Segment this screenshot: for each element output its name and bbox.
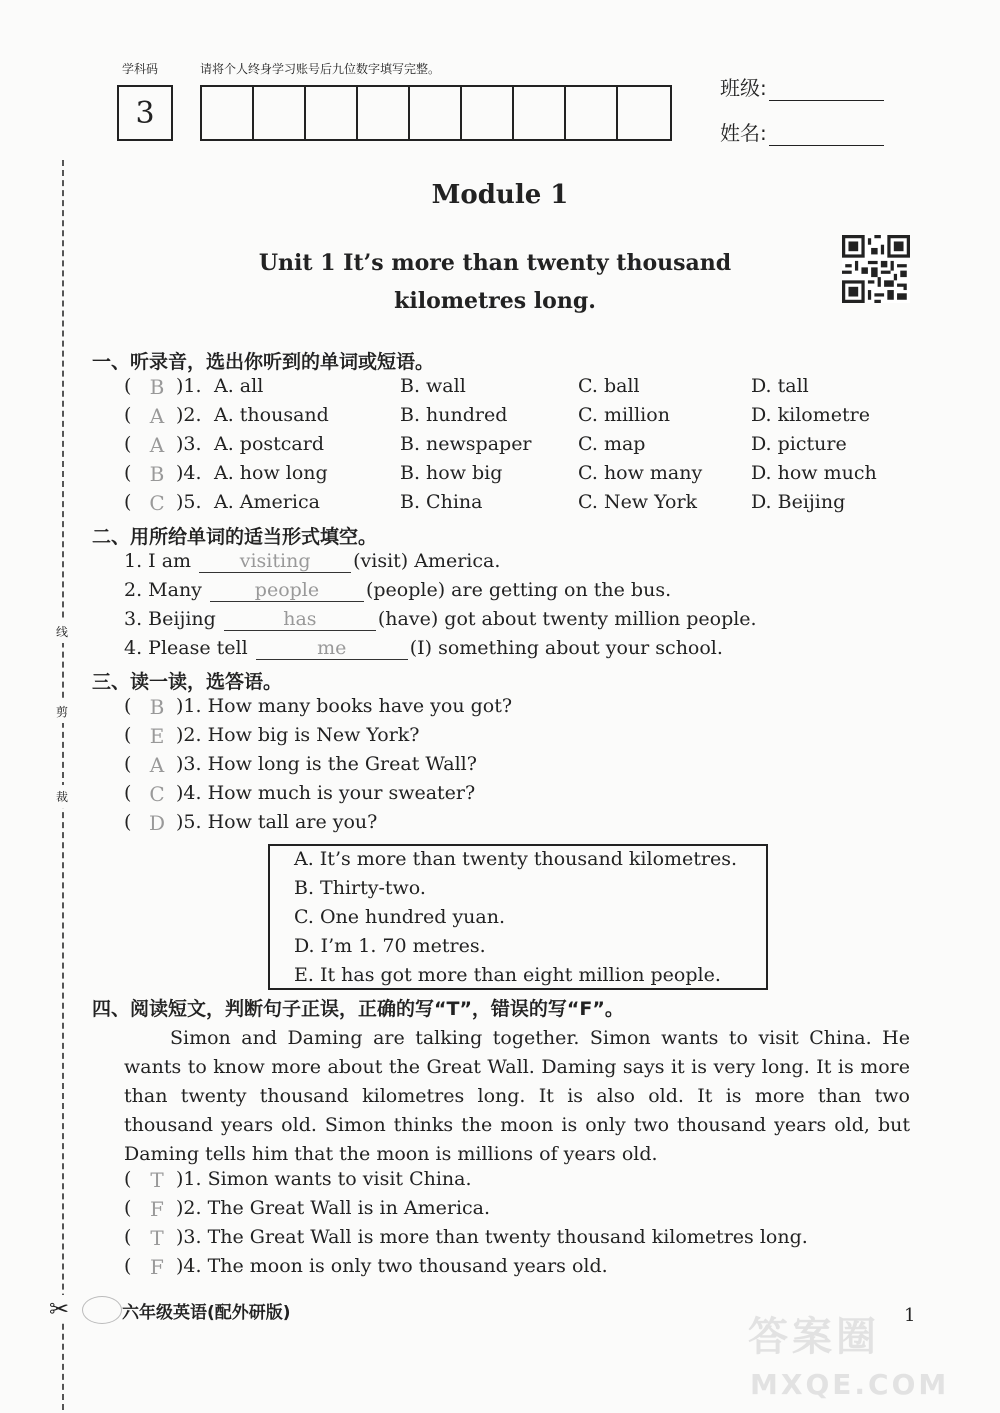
answer-blank[interactable]: T [150,1168,164,1192]
listening-item [124,404,924,432]
paren-open: ( [124,782,132,804]
account-digit-box[interactable] [462,87,514,139]
answer-option: D. I’m 1. 70 metres. [294,935,486,957]
paren-open: ( [124,1226,132,1248]
answer-blank[interactable]: E [149,724,165,748]
item-number: )5. [176,491,202,513]
paren-open: ( [124,404,132,426]
name-field [720,117,884,146]
option-d: D. Beijing [751,491,846,513]
item-number: )2. [176,404,202,426]
true-false-item [124,1197,924,1225]
unit-title-line2: kilometres long. [394,288,596,314]
fill-suffix: (I) something about your school. [409,637,723,659]
paren-open: ( [124,462,132,484]
option-b: B. China [400,491,483,513]
account-digit-box[interactable] [202,87,254,139]
account-digit-box[interactable] [566,87,618,139]
answer-option: A. It’s more than twenty thousand kilometres. [294,848,738,870]
class-input-line[interactable] [769,82,884,101]
answer-blank[interactable]: A [149,404,165,428]
cut-line-char: 剪 [52,700,72,723]
statement-text: )2. The Great Wall is in America. [176,1197,491,1219]
matching-item [124,811,924,839]
option-a: A. postcard [214,433,325,455]
answer-blank[interactable]: F [150,1255,164,1279]
answer-blank[interactable]: A [149,433,165,457]
question-text: )3. How long is the Great Wall? [176,753,477,775]
listening-item [124,433,924,461]
reading-passage: Simon and Daming are talking together. Simon wants to visit China. He wants to know more about the Great Wall. Daming says it is very long. It is more than twenty thousand kilometres long. It is also old. It is more than two thousand years old. Simon thinks the moon is only two thousand years old, but Daming tells him that the moon is millions of years old. [124,1027,910,1165]
qr-code-icon[interactable] [842,235,910,303]
answer-blank[interactable]: F [150,1197,164,1221]
cut-line-char: 线 [52,620,72,643]
statement-text: )3. The Great Wall is more than twenty thousand kilometres long. [176,1226,808,1248]
paren-open: ( [124,695,132,717]
listening-item [124,462,924,490]
paren-open: ( [124,724,132,746]
true-false-item [124,1226,924,1254]
option-c: C. ball [578,375,640,397]
matching-item [124,782,924,810]
section3-heading: 三、读一读，选答语。 [92,671,283,693]
answer-blank[interactable]: D [148,811,166,835]
option-d: D. tall [751,375,809,397]
answer-blank[interactable]: B [149,695,165,719]
module-title: Module 1 [431,180,569,210]
fill-suffix: (people) are getting on the bus. [365,579,672,601]
subject-code-value: 3 [135,95,155,131]
account-digit-box[interactable] [514,87,566,139]
name-label: 姓名: [720,121,767,145]
answer-option: E. It has got more than eight million people. [294,964,721,986]
fill-prefix: 2. Many [124,579,202,601]
fill-prefix: 4. Please tell [124,637,248,659]
matching-item [124,695,924,723]
option-a: A. how long [214,462,328,484]
statement-text: )4. The moon is only two thousand years old. [176,1255,608,1277]
answer-options-box [268,844,768,990]
fill-prefix: 3. Beijing [124,608,216,630]
question-text: )4. How much is your sweater? [176,782,476,804]
option-b: B. wall [400,375,466,397]
question-text: )1. How many books have you got? [176,695,513,717]
fill-suffix: (visit) America. [353,550,501,572]
paren-open: ( [124,433,132,455]
option-b: B. newspaper [400,433,532,455]
account-digit-box[interactable] [358,87,410,139]
listening-item [124,375,924,403]
item-number: )1. [176,375,202,397]
option-d: D. picture [751,433,847,455]
option-b: B. how big [400,462,503,484]
answer-blank[interactable]: C [149,782,165,806]
statement-text: )1. Simon wants to visit China. [176,1168,472,1190]
paren-open: ( [124,811,132,833]
paren-open: ( [124,753,132,775]
account-digit-boxes [200,85,672,141]
answer-option: B. Thirty-two. [294,877,426,899]
account-digit-box[interactable] [306,87,358,139]
answer-option: C. One hundred yuan. [294,906,506,928]
option-d: D. how much [751,462,877,484]
option-a: A. thousand [214,404,329,426]
class-label: 班级: [720,76,767,100]
option-c: C. map [578,433,646,455]
fill-item [124,550,500,573]
fill-prefix: 1. I am [124,550,192,572]
item-number: )4. [176,462,202,484]
true-false-item [124,1168,924,1196]
answer-blank[interactable]: A [149,753,165,777]
question-text: )2. How big is New York? [176,724,420,746]
option-c: C. million [578,404,670,426]
option-a: A. America [214,491,320,513]
subject-code-box [117,85,173,141]
matching-item [124,724,924,752]
fill-item [124,579,671,602]
cut-line-char: 裁 [52,785,72,808]
answer-blank[interactable]: T [150,1226,164,1250]
section2-heading: 二、用所给单词的适当形式填空。 [92,526,378,548]
option-d: D. kilometre [751,404,870,426]
fill-blank[interactable]: me [256,637,408,660]
section1-heading: 一、听录音，选出你听到的单词或短语。 [92,351,435,373]
fill-suffix: (have) got about twenty million people. [377,608,757,630]
name-input-line[interactable] [769,127,884,146]
paren-open: ( [124,1197,132,1219]
paren-open: ( [124,1168,132,1190]
answer-blank[interactable]: C [149,491,165,515]
matching-item [124,753,924,781]
item-number: )3. [176,433,202,455]
question-text: )5. How tall are you? [176,811,378,833]
fill-item [124,608,757,631]
answer-blank[interactable]: B [149,375,165,399]
scissors-icon: ✂ [49,1295,70,1323]
watermark: 答案圈 [748,1314,880,1360]
answer-blank[interactable]: B [149,462,165,486]
fill-item [124,637,723,660]
unit-title [230,244,760,320]
page-number: 1 [904,1305,916,1326]
class-field [720,72,884,101]
paren-open: ( [124,491,132,513]
option-a: A. all [214,375,264,397]
account-digit-box[interactable] [410,87,462,139]
fill-blank[interactable]: has [224,608,376,631]
fill-blank[interactable]: visiting [199,550,351,573]
option-b: B. hundred [400,404,508,426]
listening-item [124,491,924,519]
book-label: 六年级英语(配外研版) [122,1303,291,1323]
section4-heading: 四、阅读短文，判断句子正误，正确的写“T”，错误的写“F”。 [92,998,624,1020]
unit-title-line1: Unit 1 It’s more than twenty thousand [258,250,732,276]
subject-code-label: 学科码 [122,62,159,76]
account-digit-box[interactable] [618,87,670,139]
true-false-item [124,1255,924,1283]
watermark-url: MXQE.COM [750,1368,950,1401]
account-digit-box[interactable] [254,87,306,139]
paren-open: ( [124,1255,132,1277]
option-c: C. New York [578,491,698,513]
publisher-logo-icon [82,1296,122,1324]
paren-open: ( [124,375,132,397]
fill-blank[interactable]: people [210,579,364,602]
account-instruction: 请将个人终身学习账号后九位数字填写完整。 [200,62,441,76]
option-c: C. how many [578,462,703,484]
